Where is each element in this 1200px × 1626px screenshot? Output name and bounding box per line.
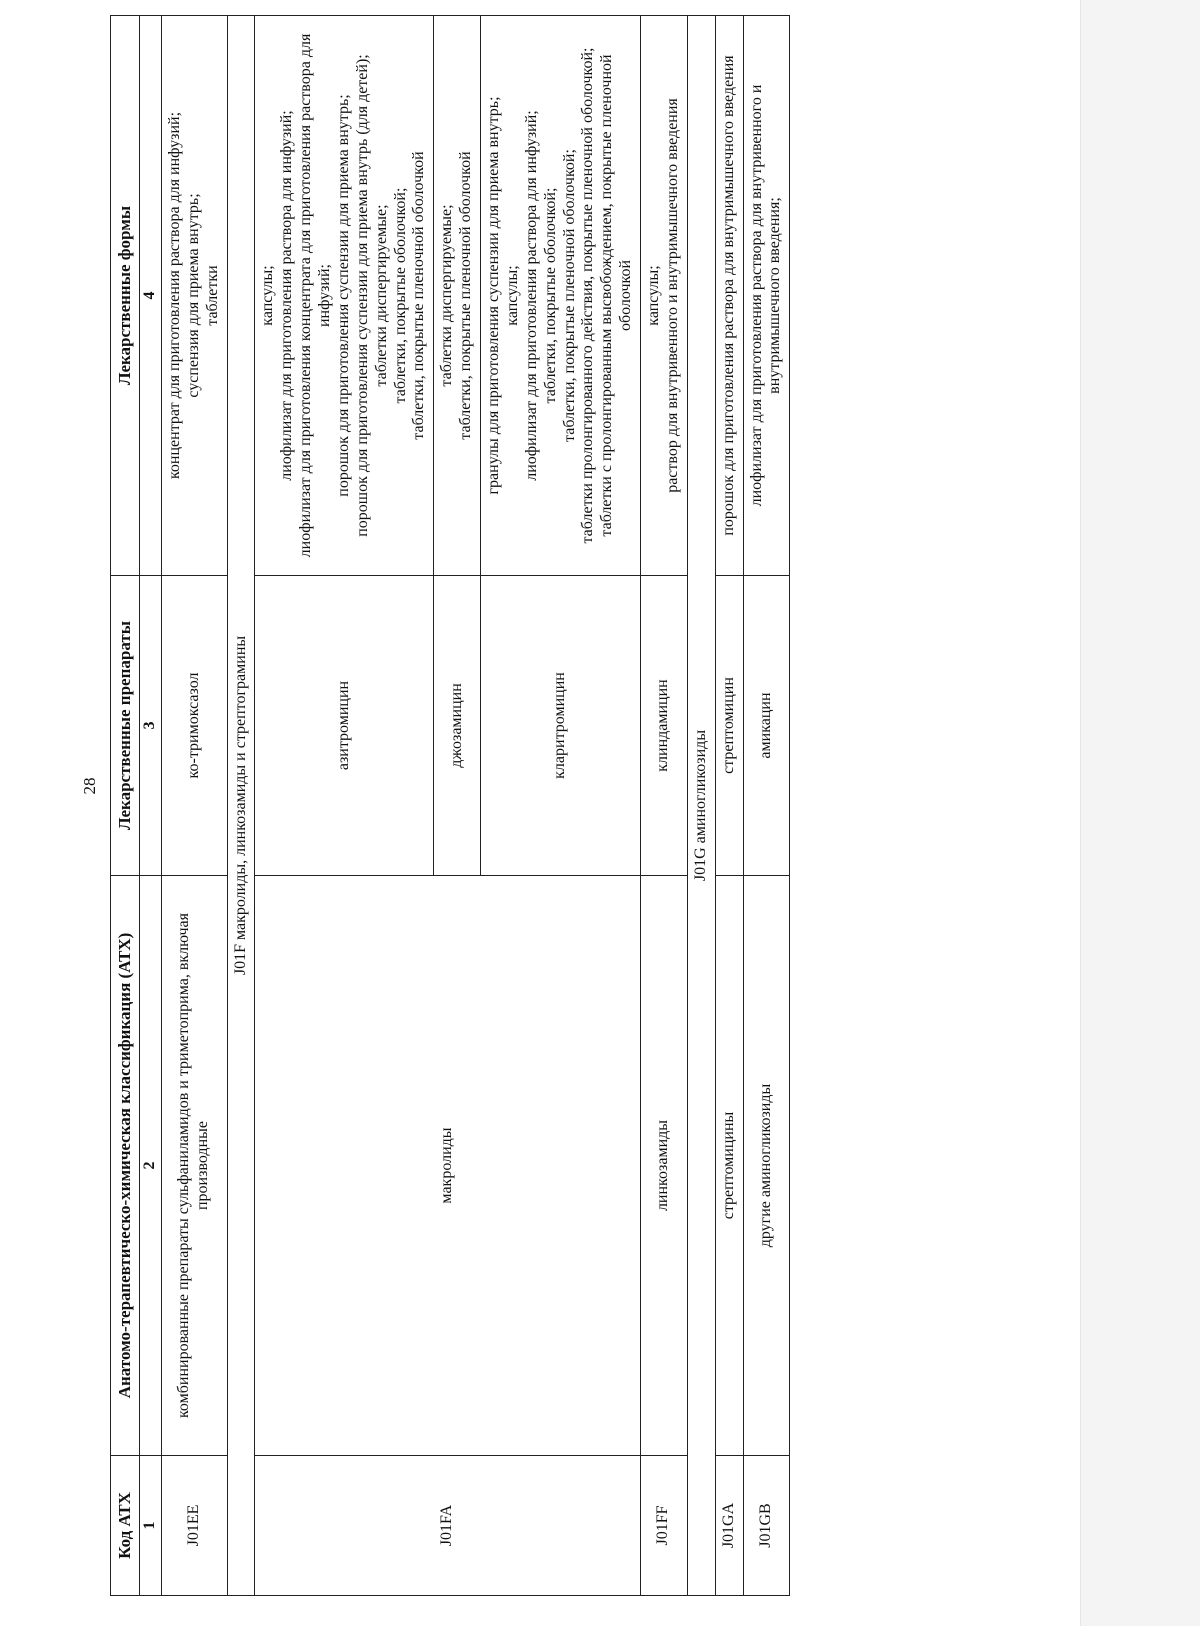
dosage-forms xyxy=(434,16,481,576)
atx-code: J01FF xyxy=(641,1456,688,1596)
form-item: лиофилизат для приготовления раствора для внутривенного и внутримышечного введения; xyxy=(747,84,784,507)
atx-code: J01FA xyxy=(255,1456,641,1596)
form-item: лиофилизат для приготовления концентрата для приготовления раствора для инфузий; xyxy=(297,33,334,558)
atx-code: J01GA xyxy=(715,1456,743,1596)
drug-name: джозамицин xyxy=(434,576,481,876)
form-item: капсулы; xyxy=(645,265,663,326)
form-item: суспензия для приема внутрь; xyxy=(184,193,202,398)
atx-class: макролиды xyxy=(255,876,641,1456)
atx-table xyxy=(110,15,790,1596)
atx-class: другие аминогликозиды xyxy=(743,876,790,1456)
form-item: таблетки, покрытые пленочной оболочкой xyxy=(457,151,475,440)
drug-name: амикацин xyxy=(743,576,790,876)
table-row xyxy=(743,16,790,1596)
page-number: 28 xyxy=(80,777,99,795)
dosage-forms xyxy=(743,16,790,576)
header-forms: Лекарственные формы xyxy=(111,16,140,576)
form-item: таблетки диспергируемые; xyxy=(438,204,456,387)
dosage-forms xyxy=(641,16,688,576)
dosage-forms xyxy=(255,16,434,576)
group-heading-j01g: J01G аминогликозиды xyxy=(687,16,715,1596)
drug-name: азитромицин xyxy=(255,576,434,876)
form-item: таблетки с пролонгированным высвобождением, покрытые пленочной оболочкой xyxy=(598,54,635,537)
form-item: таблетки, покрытые пленочной оболочкой xyxy=(410,151,428,440)
form-item: таблетки, покрытые оболочкой; xyxy=(391,187,409,404)
col-number: 3 xyxy=(140,576,162,876)
form-item: гранулы для приготовления суспензии для приема внутрь; xyxy=(485,96,503,495)
header-row xyxy=(111,16,140,1596)
group-row xyxy=(687,16,715,1596)
form-item: порошок для приготовления раствора для внутримышечного введения xyxy=(719,55,737,536)
drug-name: стрептомицин xyxy=(715,576,743,876)
form-item: таблетки пролонгированного действия, покрытые пленочной оболочкой; xyxy=(579,47,597,544)
atx-class: стрептомицины xyxy=(715,876,743,1456)
table-row xyxy=(161,16,227,1596)
group-heading-j01f: J01F макролиды, линкозамиды и стрептограмины xyxy=(227,16,255,1596)
form-item: таблетки xyxy=(203,265,221,326)
dosage-forms xyxy=(715,16,743,576)
form-item: концентрат для приготовления раствора для инфузий; xyxy=(165,111,183,480)
form-item: таблетки диспергируемые; xyxy=(372,204,390,387)
dosage-forms xyxy=(481,16,641,576)
drug-name: ко-тримоксазол xyxy=(161,576,227,876)
header-atx: Анатомо-терапевтическо-химическая классификация (АТХ) xyxy=(111,876,140,1456)
table-row xyxy=(715,16,743,1596)
atx-code: J01GB xyxy=(743,1456,790,1596)
drug-name: клиндамицин xyxy=(641,576,688,876)
form-item: порошок для приготовления суспензии для приема внутрь; xyxy=(334,94,352,497)
form-item: порошок для приготовления суспензии для приема внутрь (для детей); xyxy=(353,54,371,537)
dosage-forms xyxy=(161,16,227,576)
atx-code: J01EE xyxy=(161,1456,227,1596)
column-number-row xyxy=(140,16,162,1596)
form-item: раствор для внутривенного и внутримышечного введения xyxy=(663,98,681,493)
col-number: 4 xyxy=(140,16,162,576)
header-drug: Лекарственные препараты xyxy=(111,576,140,876)
form-item: капсулы; xyxy=(503,265,521,326)
form-item: таблетки, покрытые пленочной оболочкой; xyxy=(560,149,578,442)
atx-class: линкозамиды xyxy=(641,876,688,1456)
table-row xyxy=(641,16,688,1596)
form-item: лиофилизат для приготовления раствора для инфузий; xyxy=(522,110,540,481)
form-item: таблетки, покрытые оболочкой; xyxy=(541,187,559,404)
header-code: Код АТХ xyxy=(111,1456,140,1596)
group-row xyxy=(227,16,255,1596)
atx-class: комбинированные препараты сульфаниламидов и триметоприма, включая производные xyxy=(161,876,227,1456)
drug-name: кларитромицин xyxy=(481,576,641,876)
table-row xyxy=(255,16,434,1596)
form-item: лиофилизат для приготовления раствора для инфузий; xyxy=(278,110,296,481)
form-item: капсулы; xyxy=(259,265,277,326)
col-number: 2 xyxy=(140,876,162,1456)
col-number: 1 xyxy=(140,1456,162,1596)
